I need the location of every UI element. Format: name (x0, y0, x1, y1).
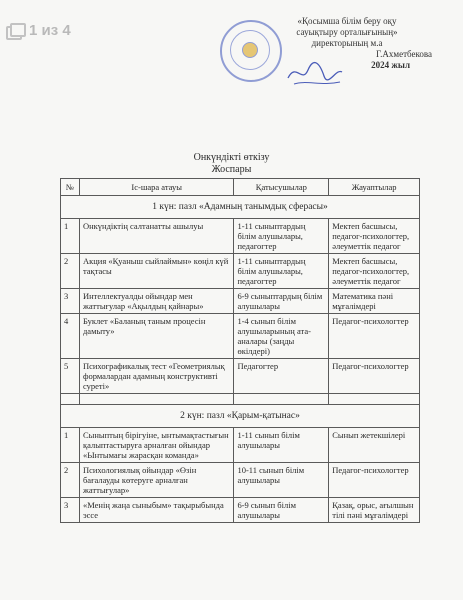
header-responsible: Жауаптылар (329, 179, 420, 196)
row-participants: 10-11 сынып білім алушылары (234, 463, 329, 498)
row-participants: 1-11 сыныптардың білім алушылары, педагогтер (234, 219, 329, 254)
row-event: Акция «Қуаныш сыйлаймын» көңіл күй тақтасы (79, 254, 233, 289)
table-header-row (61, 179, 420, 196)
row-event: Онкүндіктің салтанатты ашылуы (79, 219, 233, 254)
row-event: Сыныптың бірігуіне, ынтымақтастығын қалыптастыруға арналған ойындар «Ынтымағы жарасқан команда» (79, 428, 233, 463)
row-responsible: Педагог-психологтер (329, 463, 420, 498)
row-responsible: Мектеп басшысы, педагог-психологтер, әлеуметтік педагог (329, 219, 420, 254)
row-participants: 6-9 сыныптардың білім алушылары (234, 289, 329, 314)
approval-date: 2024 жыл (371, 60, 410, 70)
header-participants: Қатысушылар (234, 179, 329, 196)
row-responsible: Педагог-психологтер (329, 359, 420, 394)
row-number: 1 (61, 428, 80, 463)
row-responsible: Сынып жетекшілері (329, 428, 420, 463)
row-participants: 1-11 сыныптардың білім алушылары, педагогтер (234, 254, 329, 289)
row-number: 3 (61, 289, 80, 314)
row-participants: Педагогтер (234, 359, 329, 394)
row-event: Буклет «Баланың таным процесін дамыту» (79, 314, 233, 359)
header-event: Іс-шара атауы (79, 179, 233, 196)
day1-heading: 1 күн: пазл «Адамның танымдық сферасы» (61, 196, 420, 219)
table-row (61, 219, 420, 254)
header-number: № (61, 179, 80, 196)
row-participants: 1-4 сынып білім алушыларының ата-аналары (заңды өкілдері) (234, 314, 329, 359)
table-row (61, 359, 420, 394)
row-event: «Менің жаңа сыныбым» тақырыбында эссе (79, 498, 233, 523)
spacer-row (61, 394, 420, 405)
spacer-cell (79, 394, 233, 405)
table-row (61, 314, 420, 359)
row-participants: 6-9 сынып білім алушылары (234, 498, 329, 523)
spacer-cell (329, 394, 420, 405)
row-number: 1 (61, 219, 80, 254)
row-event: Интеллектуалды ойындар мен жаттығулар «Ақылдың қайнары» (79, 289, 233, 314)
spacer-cell (61, 394, 80, 405)
document-title: Онкүндікті өткізу (193, 152, 270, 163)
plan-table (60, 178, 420, 523)
approval-block (262, 16, 432, 71)
table-row (61, 289, 420, 314)
day2-heading: 2 күн: пазл «Қарым-қатынас» (61, 405, 420, 428)
day2-heading-row (61, 405, 420, 428)
row-number: 2 (61, 463, 80, 498)
table-row (61, 498, 420, 523)
row-participants: 1-11 сынып білім алушылары (234, 428, 329, 463)
table-row (61, 428, 420, 463)
row-responsible: Мектеп басшысы, педагог-психологтер, әлеуметтік педагог (329, 254, 420, 289)
row-number: 4 (61, 314, 80, 359)
row-number: 2 (61, 254, 80, 289)
row-number: 5 (61, 359, 80, 394)
row-responsible: Математика пәні мұғалімдері (329, 289, 420, 314)
row-responsible: Қазақ, орыс, ағылшын тілі пәні мұғалімдері (329, 498, 420, 523)
approval-line-2: сауықтыру орталығының» (296, 27, 398, 37)
day1-heading-row (61, 196, 420, 219)
table-row (61, 463, 420, 498)
approval-line-1: «Қосымша білім беру оқу (297, 16, 397, 26)
spacer-cell (234, 394, 329, 405)
pages-icon (6, 23, 23, 38)
row-event: Психографикалық тест «Геометриялық формалардан адамның конструктивті суреті» (79, 359, 233, 394)
page-indicator (6, 22, 71, 39)
row-responsible: Педагог-психологтер (329, 314, 420, 359)
table-row (61, 254, 420, 289)
page-indicator-label: 1 из 4 (29, 22, 71, 39)
row-event: Психологиялық ойындар «Өзін бағалауды көтеруге арналған жаттығулар» (79, 463, 233, 498)
approval-line-3: директорының м.а (311, 38, 383, 48)
row-number: 3 (61, 498, 80, 523)
document-subtitle: Жоспары (211, 164, 252, 175)
approval-signer: Г.Ахметбекова (375, 49, 432, 59)
